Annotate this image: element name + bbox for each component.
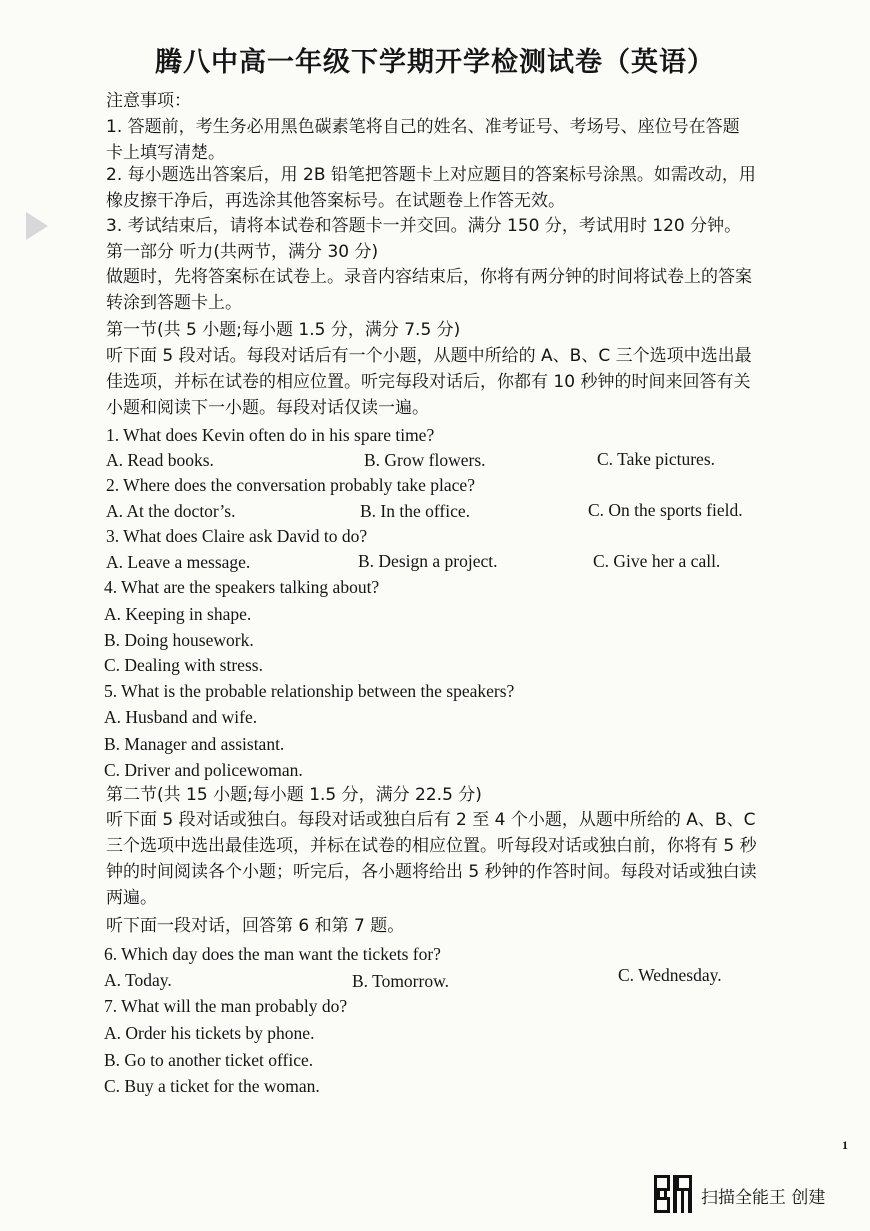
scanner-label: 扫描全能王 创建 (701, 1188, 826, 1208)
q4-option-a: A. Keeping in shape. (104, 604, 252, 624)
instruction-2-cont: 橡皮擦干净后，再选涂其他答案标号。在试题卷上作答无效。 (106, 191, 565, 211)
q7-option-b: B. Go to another ticket office. (104, 1050, 314, 1070)
q3-option-c: C. Give her a call. (593, 551, 721, 571)
q6-option-a: A. Today. (104, 970, 172, 990)
q5-option-a: A. Husband and wife. (104, 707, 258, 727)
q1-option-b: B. Grow flowers. (364, 450, 486, 470)
q5-option-b: B. Manager and assistant. (104, 734, 285, 754)
question-1: 1. What does Kevin often do in his spare time? (106, 425, 435, 445)
q2-option-a: A. At the doctor’s. (106, 501, 236, 521)
q5-option-c: C. Driver and policewoman. (104, 760, 303, 780)
section1-desc-cont: 佳选项，并标在试卷的相应位置。听完每段对话后，你都有 10 秒钟的时间来回答有关 (106, 372, 751, 392)
scanner-watermark (654, 1175, 854, 1215)
part1-desc: 做题时，先将答案标在试卷上。录音内容结束后，你将有两分钟的时间将试卷上的答案 (106, 267, 752, 287)
q6-option-c: C. Wednesday. (618, 965, 722, 985)
instruction-2: 2. 每小题选出答案后，用 2B 铅笔把答题卡上对应题目的答案标号涂黑。如需改动，用 (106, 165, 756, 185)
section2-prompt: 听下面一段对话，回答第 6 和第 7 题。 (106, 916, 405, 936)
q1-option-c: C. Take pictures. (597, 449, 716, 469)
q1-option-a: A. Read books. (106, 450, 214, 470)
section2-desc-cont: 三个选项中选出最佳选项，并标在试卷的相应位置。听每段对话或独白前，你将有 5 秒 (106, 836, 757, 856)
section1-desc: 听下面 5 段对话。每段对话后有一个小题，从题中所给的 A、B、C 三个选项中选出最 (106, 346, 752, 366)
part1-heading: 第一部分 听力(共两节，满分 30 分) (106, 242, 379, 262)
section1-heading: 第一节(共 5 小题;每小题 1.5 分，满分 7.5 分) (106, 320, 461, 340)
q7-option-a: A. Order his tickets by phone. (104, 1023, 315, 1043)
question-5: 5. What is the probable relationship between the speakers? (104, 681, 515, 701)
q4-option-b: B. Doing housework. (104, 630, 254, 650)
section2-heading: 第二节(共 15 小题;每小题 1.5 分，满分 22.5 分) (106, 785, 482, 805)
question-6: 6. Which day does the man want the tickets for? (104, 944, 441, 964)
q7-option-c: C. Buy a ticket for the woman. (104, 1076, 320, 1096)
question-3: 3. What does Claire ask David to do? (106, 526, 368, 546)
instruction-1: 1. 答题前，考生务必用黑色碳素笔将自己的姓名、准考证号、考场号、座位号在答题 (106, 117, 740, 137)
instruction-3: 3. 考试结束后，请将本试卷和答题卡一并交回。满分 150 分，考试用时 120 分钟。 (106, 216, 742, 236)
q3-option-b: B. Design a project. (358, 551, 498, 571)
question-2: 2. Where does the conversation probably take place? (106, 475, 475, 495)
instructions-heading: 注意事项： (106, 91, 191, 111)
section2-desc-cont2: 钟的时间阅读各个小题；听完后，各小题将给出 5 秒钟的作答时间。每段对话或独白读 (106, 862, 757, 882)
qr-code-icon (654, 1175, 692, 1213)
q2-option-b: B. In the office. (360, 501, 470, 521)
exam-title: 腾八中高一年级下学期开学检测试卷（英语） (155, 47, 715, 78)
instruction-1-cont: 卡上填写清楚。 (106, 143, 225, 163)
q2-option-c: C. On the sports field. (588, 500, 743, 520)
section2-desc-end: 两遍。 (106, 888, 157, 908)
part1-desc-cont: 转涂到答题卡上。 (106, 293, 242, 313)
paper-edge-mark (26, 212, 48, 240)
question-4: 4. What are the speakers talking about? (104, 577, 380, 597)
question-7: 7. What will the man probably do? (104, 996, 348, 1016)
q3-option-a: A. Leave a message. (106, 552, 251, 572)
q6-option-b: B. Tomorrow. (352, 971, 449, 991)
page-number: 1 (842, 1138, 848, 1152)
q4-option-c: C. Dealing with stress. (104, 655, 263, 675)
section1-desc-end: 小题和阅读下一小题。每段对话仅读一遍。 (106, 398, 429, 418)
section2-desc: 听下面 5 段对话或独白。每段对话或独白后有 2 至 4 个小题，从题中所给的 A、B、C (106, 810, 756, 830)
